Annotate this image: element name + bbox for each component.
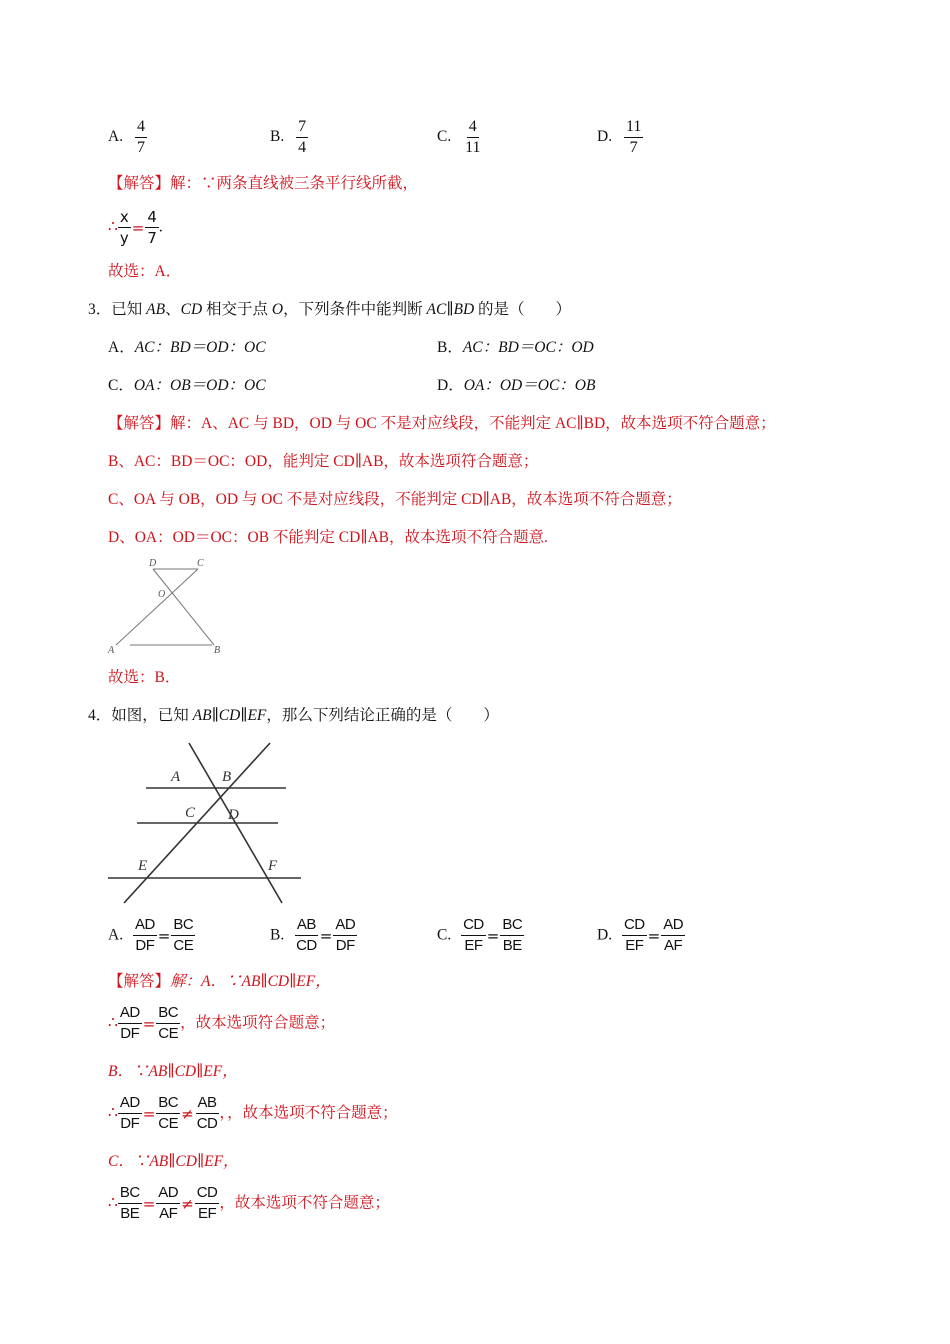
q4-fig-label-d: D — [228, 807, 239, 823]
answer-tag: 【解答】 — [108, 175, 171, 192]
q4-fig-label-f: F — [268, 858, 278, 874]
q3-fig-label-d: D — [149, 558, 157, 569]
q2-choice: 故选：A． — [108, 263, 182, 280]
q2-option-a-fraction: $\frac{4}{7}$ — [136, 118, 145, 156]
q4-option-b[interactable]: B. $\frac{AB}{CD}$ = $\frac{AD}{DF}$ — [270, 916, 356, 954]
q3-answer-line-4: D、OA：OD＝OC：OB 不能判定 CD∥AB，故本选项不符合题意. — [108, 529, 548, 546]
q3-fig-label-o: O — [158, 589, 166, 600]
q4-answer-c-equation: ∴ $\frac{BC}{BE}$ = $\frac{AD}{AF}$ ≠ $\frac{CD}{EF}$ ，故本选项不符合题意； — [108, 1184, 390, 1222]
q4-answer-c-line: C．∵AB∥CD∥EF， — [108, 1153, 239, 1170]
q4-number: 4． — [88, 707, 112, 724]
q2-answer-equation: ∴ $\frac{x}{y}$ = $\frac{4}{7}$ . — [108, 208, 163, 247]
q2-option-d[interactable] — [597, 118, 643, 157]
q2-option-c-fraction: $\frac{4}{11}$ — [465, 118, 481, 156]
q3-answer-line-1: 【解答】解：A、AC 与 BD，OD 与 OC 不是对应线段，不能判定 AC∥BD，故本选项不符合题意； — [108, 415, 776, 432]
q3-option-d[interactable]: D．OA：OD＝OC：OB — [437, 377, 596, 394]
q2-option-c-letter: C. — [437, 128, 452, 146]
q3-fig-label-a: A — [108, 645, 115, 656]
q3-stem: 3．已知 AB、CD 相交于点 O，下列条件中能判断 AC∥BD 的是（ ） — [88, 301, 572, 318]
q4-fig-label-a: A — [171, 769, 181, 785]
q2-option-a-letter: A. — [108, 128, 124, 146]
q3-answer-line-3: C、OA 与 OB，OD 与 OC 不是对应线段，不能判定 CD∥AB，故本选项不符合题意； — [108, 491, 682, 508]
therefore-symbol: ∴ — [108, 218, 118, 236]
q4-option-a[interactable]: A. $\frac{AD}{DF}$ = $\frac{BC}{CE}$ — [108, 916, 194, 954]
q4-answer-a-equation: ∴ $\frac{AD}{DF}$ = $\frac{BC}{CE}$ ，故本选项符合题意； — [108, 1004, 336, 1042]
q3-choice: 故选：B． — [108, 669, 181, 686]
q2-answer-intro: 【解答】解：∵两条直线被三条平行线所截， — [108, 175, 419, 192]
q4-answer-b-equation: ∴ $\frac{AD}{DF}$ = $\frac{BC}{CE}$ ≠ $\frac{AB}{CD}$ ，，故本选项不符合题意； — [108, 1094, 398, 1132]
q2-option-d-letter: D. — [597, 128, 613, 146]
q4-fig-label-c: C — [185, 805, 196, 821]
q2-option-d-fraction: $\frac{11}{7}$ — [625, 118, 642, 156]
q3-figure — [100, 554, 240, 660]
q3-number: 3． — [88, 301, 112, 318]
q4-fig-label-b: B — [222, 769, 232, 785]
q3-option-b[interactable]: B．AC：BD＝OC：OD — [437, 339, 594, 356]
q2-option-b[interactable] — [270, 118, 308, 157]
q3-option-c[interactable]: C．OA：OB＝OD：OC — [108, 377, 266, 394]
q4-option-c[interactable]: C. $\frac{CD}{EF}$ = $\frac{BC}{BE}$ — [437, 916, 523, 954]
q3-answer-line-2: B、AC：BD＝OC：OD，能判定 CD∥AB，故本选项符合题意； — [108, 453, 539, 470]
q3-fig-label-c: C — [197, 558, 204, 569]
q2-eq-left: $\frac{x}{y}$ — [119, 208, 129, 247]
answer-tag: 【解答】 — [108, 973, 171, 990]
q4-stem: 4．如图，已知 AB∥CD∥EF，那么下列结论正确的是（ ） — [88, 707, 499, 724]
answer-tag: 【解答】 — [108, 415, 171, 432]
q3-fig-label-b: B — [214, 645, 221, 656]
q4-fig-label-e: E — [138, 858, 148, 874]
q4-answer-a-line: 【解答】解：A．∵AB∥CD∥EF， — [108, 973, 331, 990]
q2-option-c[interactable] — [437, 118, 483, 157]
q4-option-d[interactable]: D. $\frac{CD}{EF}$ = $\frac{AD}{AF}$ — [597, 916, 684, 954]
q2-option-b-letter: B. — [270, 128, 285, 146]
q2-option-a[interactable] — [108, 118, 147, 157]
q2-option-b-fraction: $\frac{7}{4}$ — [298, 118, 307, 156]
q4-answer-b-line: B．∵AB∥CD∥EF， — [108, 1063, 238, 1080]
q4-figure — [104, 738, 308, 906]
q3-option-a[interactable]: A．AC：BD＝OD：OC — [108, 339, 266, 356]
q2-eq-right: $\frac{4}{7}$ — [147, 208, 157, 247]
